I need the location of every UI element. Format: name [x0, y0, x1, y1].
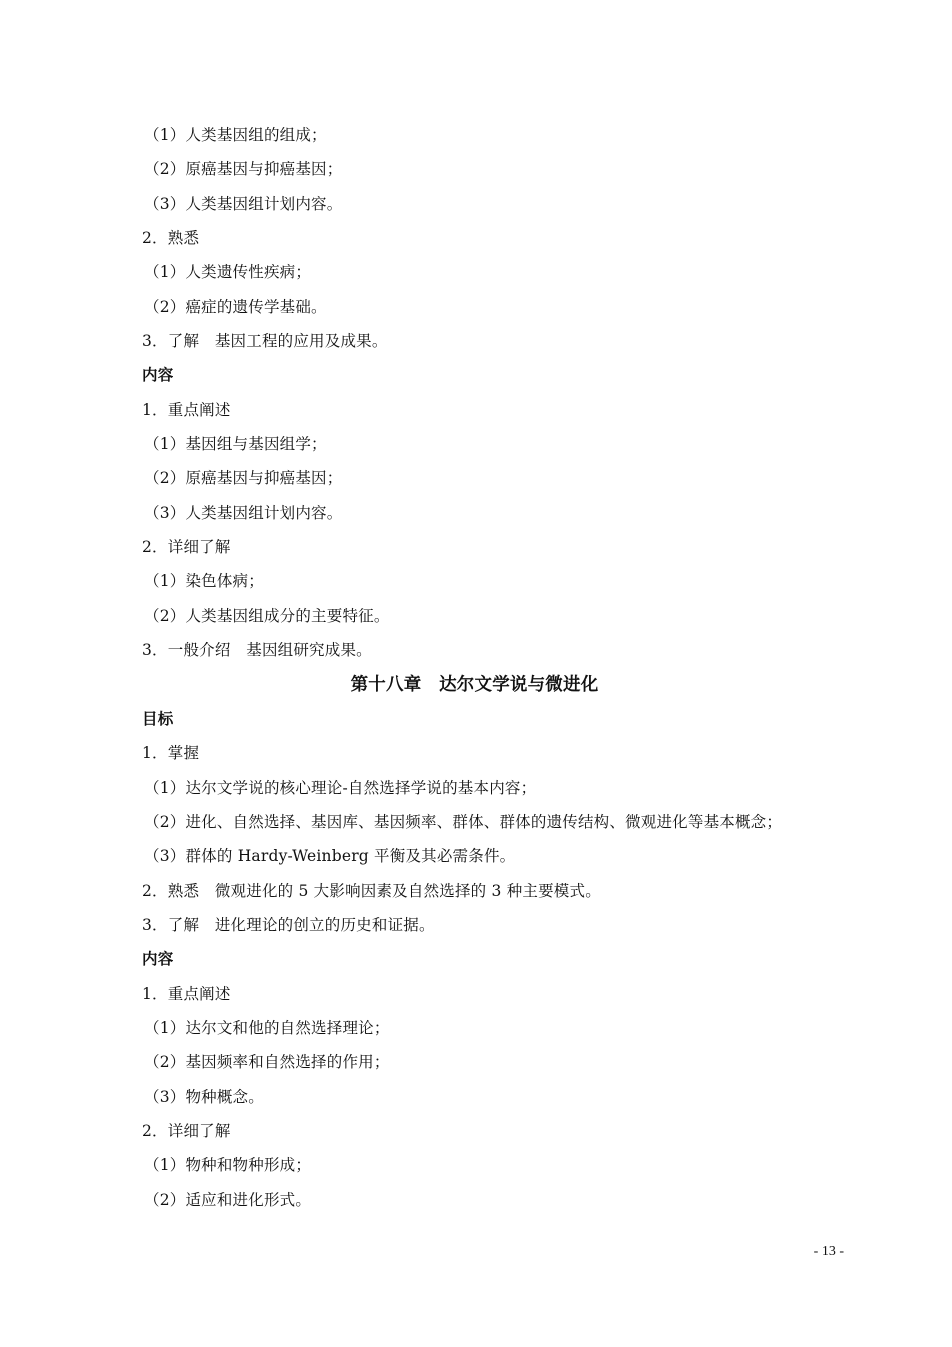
sub-item: （3）群体的 Hardy-Weinberg 平衡及其必需条件。: [144, 847, 516, 866]
numbered-item: 3．了解 进化理论的创立的历史和证据。: [142, 915, 435, 934]
sub-item: （2）癌症的遗传学基础。: [144, 297, 327, 316]
numbered-item: 2．详细了解: [142, 538, 231, 557]
numbered-item: 3．了解 基因工程的应用及成果。: [142, 332, 388, 351]
sub-item: （3）人类基因组计划内容。: [144, 503, 343, 522]
sub-item: （2）原癌基因与抑癌基因；: [144, 160, 343, 179]
sub-item: （1）达尔文和他的自然选择理论；: [144, 1018, 390, 1037]
chapter-title: 第十八章 达尔文学说与微进化: [350, 674, 599, 695]
sub-item: （1）染色体病；: [144, 572, 264, 591]
sub-item: （1）人类基因组的组成；: [144, 126, 327, 144]
sub-item: （1）达尔文学说的核心理论-自然选择学说的基本内容；: [144, 778, 537, 797]
sub-item: （1）基因组与基因组学；: [144, 435, 327, 454]
sub-item: （2）适应和进化形式。: [144, 1190, 312, 1209]
document-body: [142, 118, 842, 1217]
numbered-item: 2．熟悉: [142, 229, 200, 248]
page-number: - 13 -: [813, 1244, 844, 1259]
sub-item: （2）人类基因组成分的主要特征。: [144, 606, 390, 625]
sub-item: （1）人类遗传性疾病；: [144, 263, 312, 282]
numbered-item: 1．重点阐述: [142, 400, 231, 419]
numbered-item: 2．详细了解: [142, 1121, 231, 1140]
sub-item: （2）原癌基因与抑癌基因；: [144, 469, 343, 488]
numbered-item: 1．重点阐述: [142, 984, 231, 1003]
numbered-item: 3．一般介绍 基因组研究成果。: [142, 641, 372, 660]
sub-item: （3）人类基因组计划内容。: [144, 194, 343, 213]
sub-item: （2）基因频率和自然选择的作用；: [144, 1053, 390, 1072]
sub-item: （1）物种和物种形成；: [144, 1156, 312, 1175]
sub-item: （2）进化、自然选择、基因库、基因频率、群体、群体的遗传结构、微观进化等基本概念；: [144, 812, 783, 831]
numbered-item: 2．熟悉 微观进化的 5 大影响因素及自然选择的 3 种主要模式。: [142, 881, 601, 900]
numbered-item: 1．掌握: [142, 744, 200, 763]
section-heading: 目标: [142, 709, 174, 728]
sub-item: （3）物种概念。: [144, 1087, 264, 1106]
section-heading: 内容: [142, 950, 174, 969]
section-heading: 内容: [142, 366, 174, 385]
